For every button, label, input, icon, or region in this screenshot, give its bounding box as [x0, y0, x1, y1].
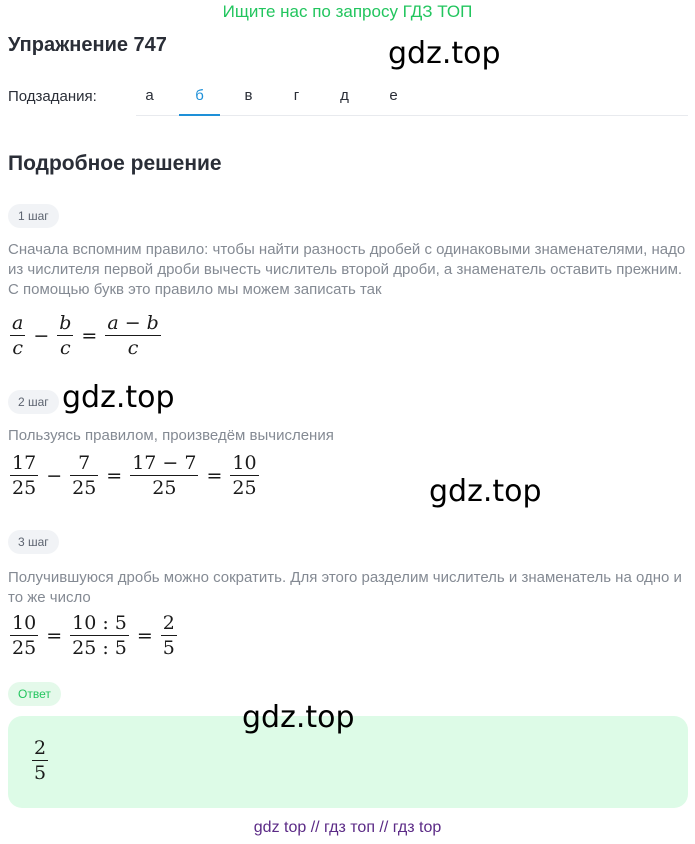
tab-b[interactable]: б [179, 78, 220, 116]
subtasks-nav [8, 78, 688, 116]
fraction: $\frac{10}{25}$ [232, 452, 257, 499]
watermark: gdz.top [242, 700, 355, 735]
section-title: Подробное решение [8, 152, 222, 175]
fraction: $\frac{2}{5}$ [34, 737, 47, 784]
tab-g[interactable]: г [293, 87, 300, 104]
step-1-badge: 1 шаг [8, 204, 59, 228]
step-2-text: Пользуясь правилом, произведём вычисления [8, 427, 334, 444]
fraction: $\frac{17}{25}$ [12, 452, 37, 499]
step-3-text: Получившуюся дробь можно сократить. Для этого разделим числитель и знаменатель на одно и то же число [8, 569, 682, 606]
page-title: Упражнение 747 [8, 34, 167, 56]
step-3-formula: $\frac{10}{25}$ = $\frac{10 : 5}{25 : 5}$ = $\frac{2}{5}$ [12, 612, 175, 659]
fraction: $\frac{17 - 7}{25}$ [132, 452, 197, 499]
fraction: $\frac{10}{25}$ [12, 612, 37, 659]
tab-a[interactable]: а [145, 87, 154, 104]
step-1-text: Сначала вспомним правило: чтобы найти разность дробей с одинаковыми знаменателями, надо из числителя первой дроби вычесть числитель второй дроби, а знаменатель оставить прежним. С помощью букв это правило мы можем записать так [8, 241, 686, 298]
footer-links[interactable]: gdz top // гдз топ // гдз top [253, 819, 442, 836]
watermark: gdz.top [429, 474, 542, 509]
answer-formula [30, 736, 50, 785]
watermark: gdz.top [388, 36, 501, 71]
fraction: $\frac{b}{c}$ [59, 312, 72, 359]
fraction: $\frac{a - b}{c}$ [107, 312, 159, 359]
fraction: $\frac{2}{5}$ [162, 612, 175, 659]
fraction: $\frac{10 : 5}{25 : 5}$ [72, 612, 127, 659]
step-2-formula: $\frac{17}{25}$ − $\frac{7}{25}$ = $\frac{17 - 7}{25}$ = $\frac{10}{25}$ [12, 452, 257, 499]
search-banner[interactable]: Ищите нас по запросу ГДЗ ТОП [222, 2, 473, 21]
tab-v[interactable]: в [244, 87, 253, 104]
tab-d[interactable]: д [340, 87, 349, 104]
watermark: gdz.top [62, 380, 175, 415]
step-3-badge: 3 шаг [8, 530, 59, 554]
tab-e[interactable]: е [389, 87, 398, 104]
subtasks-label: Подзадания: [8, 88, 97, 105]
fraction: $\frac{7}{25}$ [72, 452, 97, 499]
step-2-badge: 2 шаг [8, 390, 59, 414]
fraction: $\frac{a}{c}$ [12, 312, 24, 359]
answer-badge: Ответ [8, 682, 61, 706]
step-1-formula: $\frac{a}{c}$ − $\frac{b}{c}$ = $\frac{a - b}{c}$ [12, 312, 159, 359]
